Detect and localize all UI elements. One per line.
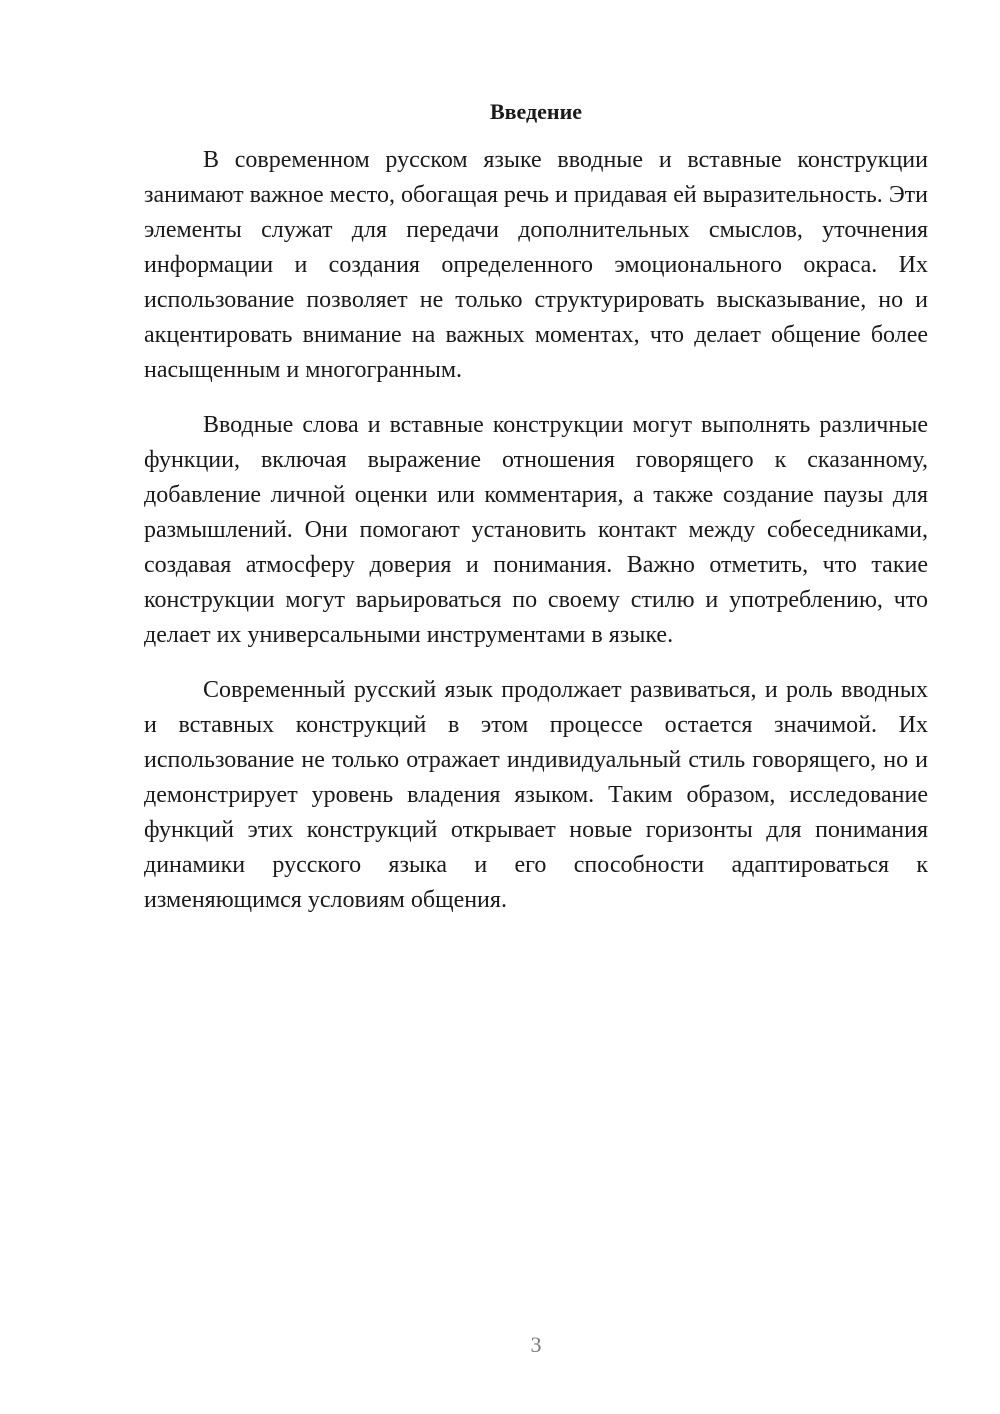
page-number: 3: [530, 1332, 542, 1357]
body-text: [144, 143, 928, 938]
paragraph-2: Вводные слова и вставные конструкции могут выполнять различные функции, включая выражение отношения говорящего к сказанному, добавление личной оценки или комментария, а также создание паузы для размышлений. Они помогают установить контакт между собеседниками, создавая атмосферу доверия и понимания. Важно отметить, что такие конструкции могут варьироваться по своему стилю и употреблению, что делает их универсальными инструментами в языке.: [144, 412, 928, 648]
paragraph-1: В современном русском языке вводные и вставные конструкции занимают важное место, обогащая речь и придавая ей выразительность. Эти элементы служат для передачи дополнительных смыслов, уточнения информации и создания определенного эмоционального окраса. Их использование позволяет не только структурировать высказывание, но и акцентировать внимание на важных моментах, что делает общение более насыщенным и многогранным.: [144, 147, 928, 383]
paragraph-3: Современный русский язык продолжает развиваться, и роль вводных и вставных конструкций в этом процессе остается значимой. Их использование не только отражает индивидуальный стиль говорящего, но и демонстрирует уровень владения языком. Таким образом, исследование функций этих конструкций открывает новые горизонты для понимания динамики русского языка и его способности адаптироваться к изменяющимся условиям общения.: [144, 677, 928, 913]
section-heading: Введение: [489, 99, 583, 124]
